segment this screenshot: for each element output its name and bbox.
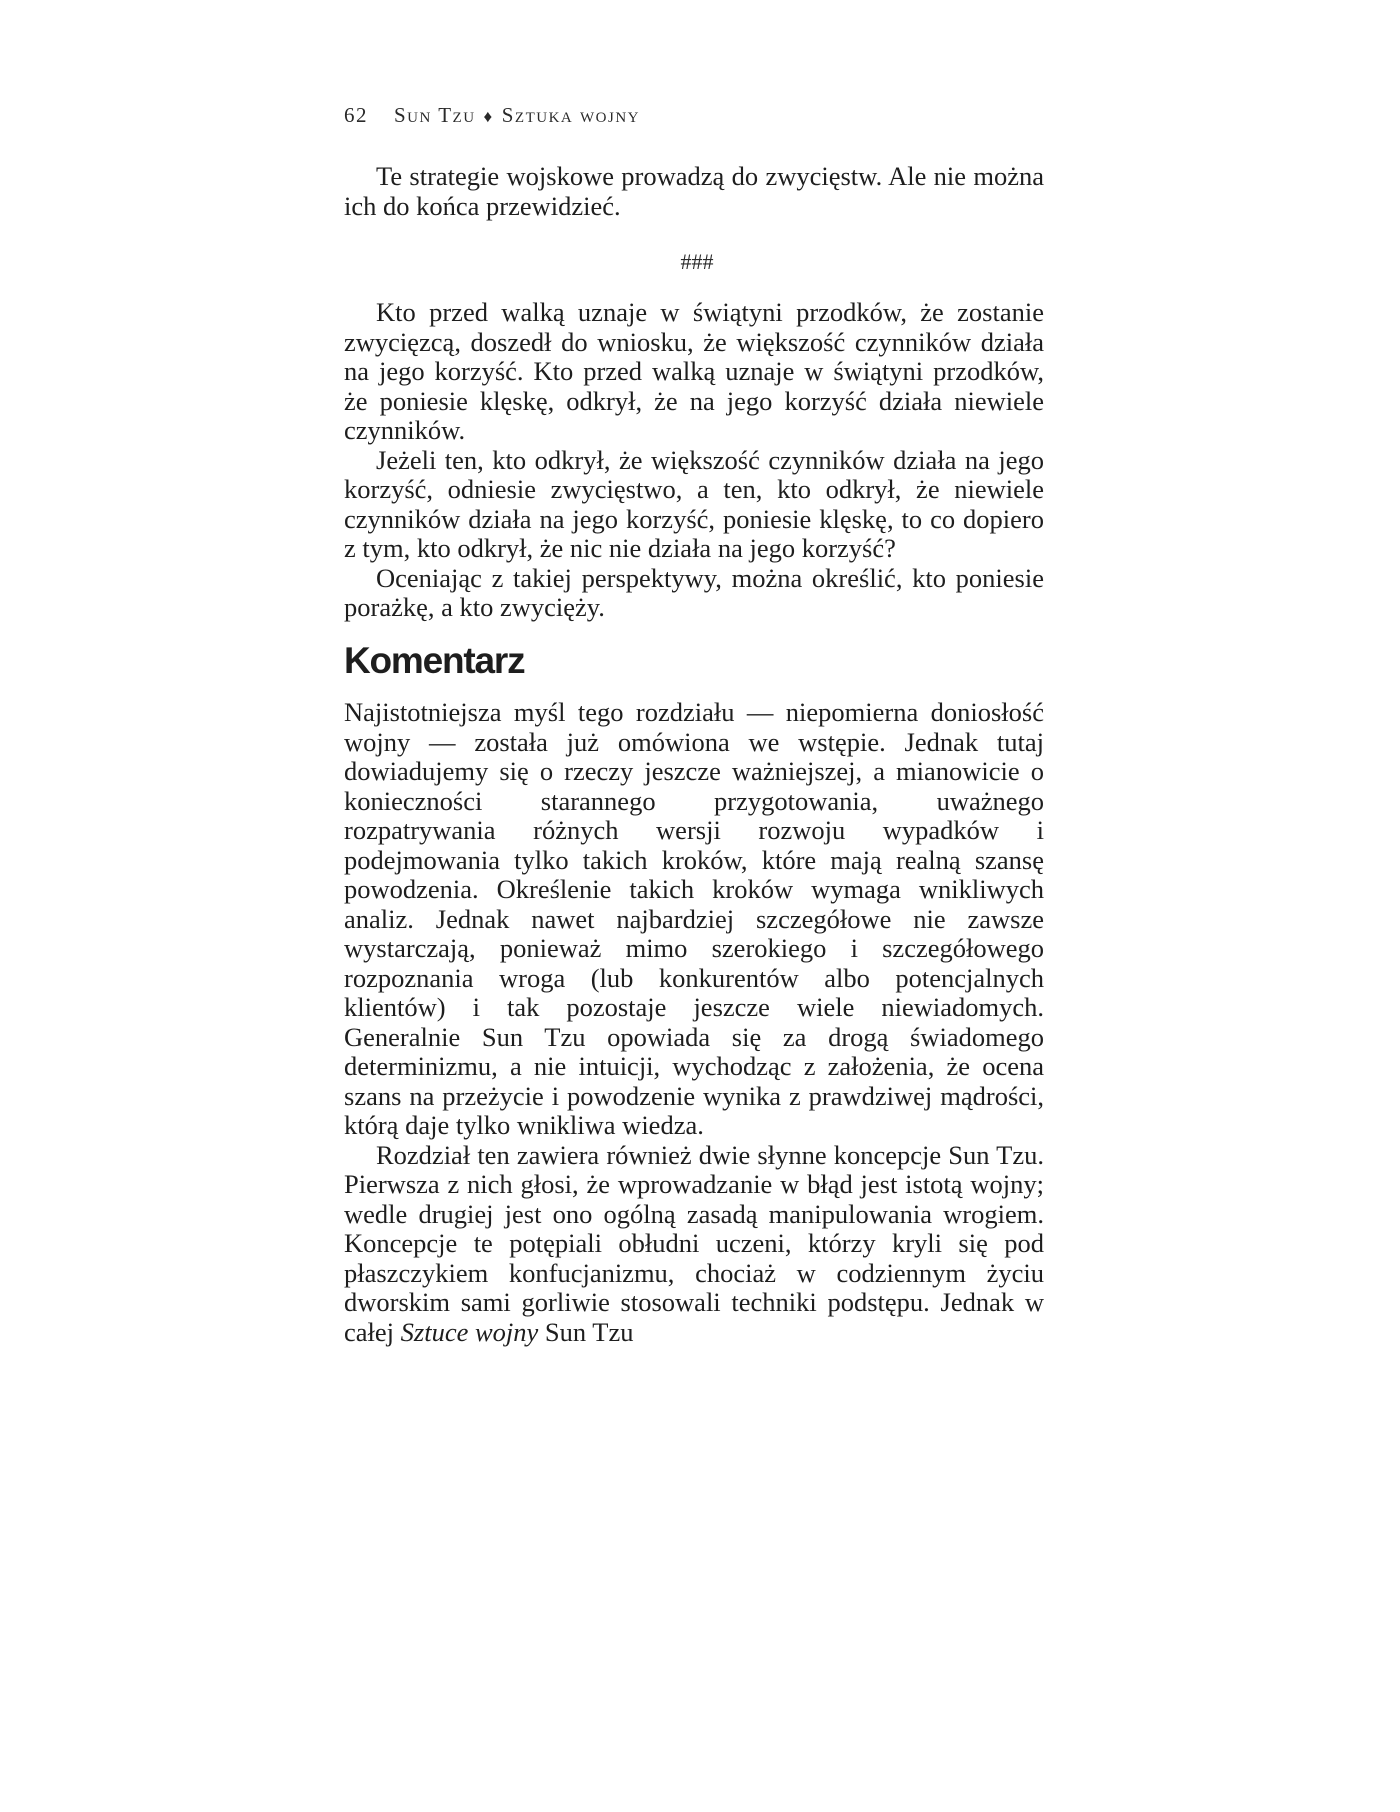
commentary-paragraph-1: Najistotniejsza myśl tego rozdziału — niepomierna doniosłość wojny — została już omówiona we wstępie. Jednak tutaj dowiadujemy się o rzeczy jeszcze ważniejszej, a mianowicie o konieczności starannego przygotowania, uważnego rozpatrywania różnych wersji rozwoju wypadków i podejmowania tylko takich kroków, które mają realną szansę powodzenia. Określenie takich kroków wymaga wnikliwych analiz. Jednak nawet najbardziej szczegółowe nie zawsze wystarczają, ponieważ mimo szerokiego i szczegółowego rozpoznania wroga (lub konkurentów albo potencjalnych klientów) i tak pozostaje jeszcze wiele niewiadomych. Generalnie Sun Tzu opowiada się za drogą świadomego determinizmu, a nie intuicji, wychodząc z założenia, że ocena szans na przeżycie i powodzenie wynika z prawdziwej mądrości, którą daje tylko wnikliwa wiedza. — [344, 697, 1044, 1140]
commentary-text-block — [344, 698, 1044, 1347]
paragraph-middle-1: Kto przed walką uznaje w świątyni przodków, że zostanie zwycięzcą, doszedł do wniosku, że większość czynników działa na jego korzyść. Kto przed walką uznaje w świątyni przodków, że poniesie klęskę, odkrył, że na jego korzyść działa niewiele czynników. — [344, 297, 1044, 445]
middle-text-block — [344, 298, 1044, 623]
commentary-heading: Komentarz — [344, 640, 525, 681]
commentary-paragraph-2-start: Rozdział ten zawiera również dwie słynne koncepcje Sun Tzu. Pierwsza z nich głosi, że wprowadzanie w błąd jest istotą wojny; wedle drugiej jest ono ogólną zasadą manipulowania wrogiem. Koncepcje te potępiali obłudni uczeni, którzy kryli się pod płaszczykiem konfucjanizmu, chociaż w codziennym życiu dworskim sami gorliwie stosowali techniki podstępu. Jednak w całej — [344, 1139, 1044, 1347]
header-book-title: Sztuka wojny — [501, 103, 640, 127]
section-separator — [344, 249, 1044, 275]
commentary-paragraph-2 — [344, 1141, 1044, 1348]
top-text-block — [344, 162, 1044, 221]
page-number: 62 — [344, 103, 368, 127]
paragraph-top: Te strategie wojskowe prowadzą do zwycięstw. Ale nie można ich do końca przewidzieć. — [344, 161, 1044, 221]
running-header — [344, 103, 1044, 128]
diamond-separator-icon: ♦ — [483, 107, 494, 126]
paragraph-middle-3: Oceniając z takiej perspektywy, można określić, kto poniesie porażkę, a kto zwycięży. — [344, 562, 1044, 622]
header-author: Sun Tzu — [394, 103, 476, 127]
commentary-paragraph-2-end: Sun Tzu — [538, 1316, 634, 1347]
paragraph-middle-2: Jeżeli ten, kto odkrył, że większość czynników działa na jego korzyść, odniesie zwycięstwo, a ten, kto odkrył, że niewiele czynników działa na jego korzyść, poniesie klęskę, to co dopiero z tym, kto odkrył, że nic nie działa na jego korzyść? — [344, 444, 1044, 563]
book-title-italic: Sztuce wojny — [400, 1316, 539, 1347]
section-separator-text: ### — [680, 249, 714, 274]
